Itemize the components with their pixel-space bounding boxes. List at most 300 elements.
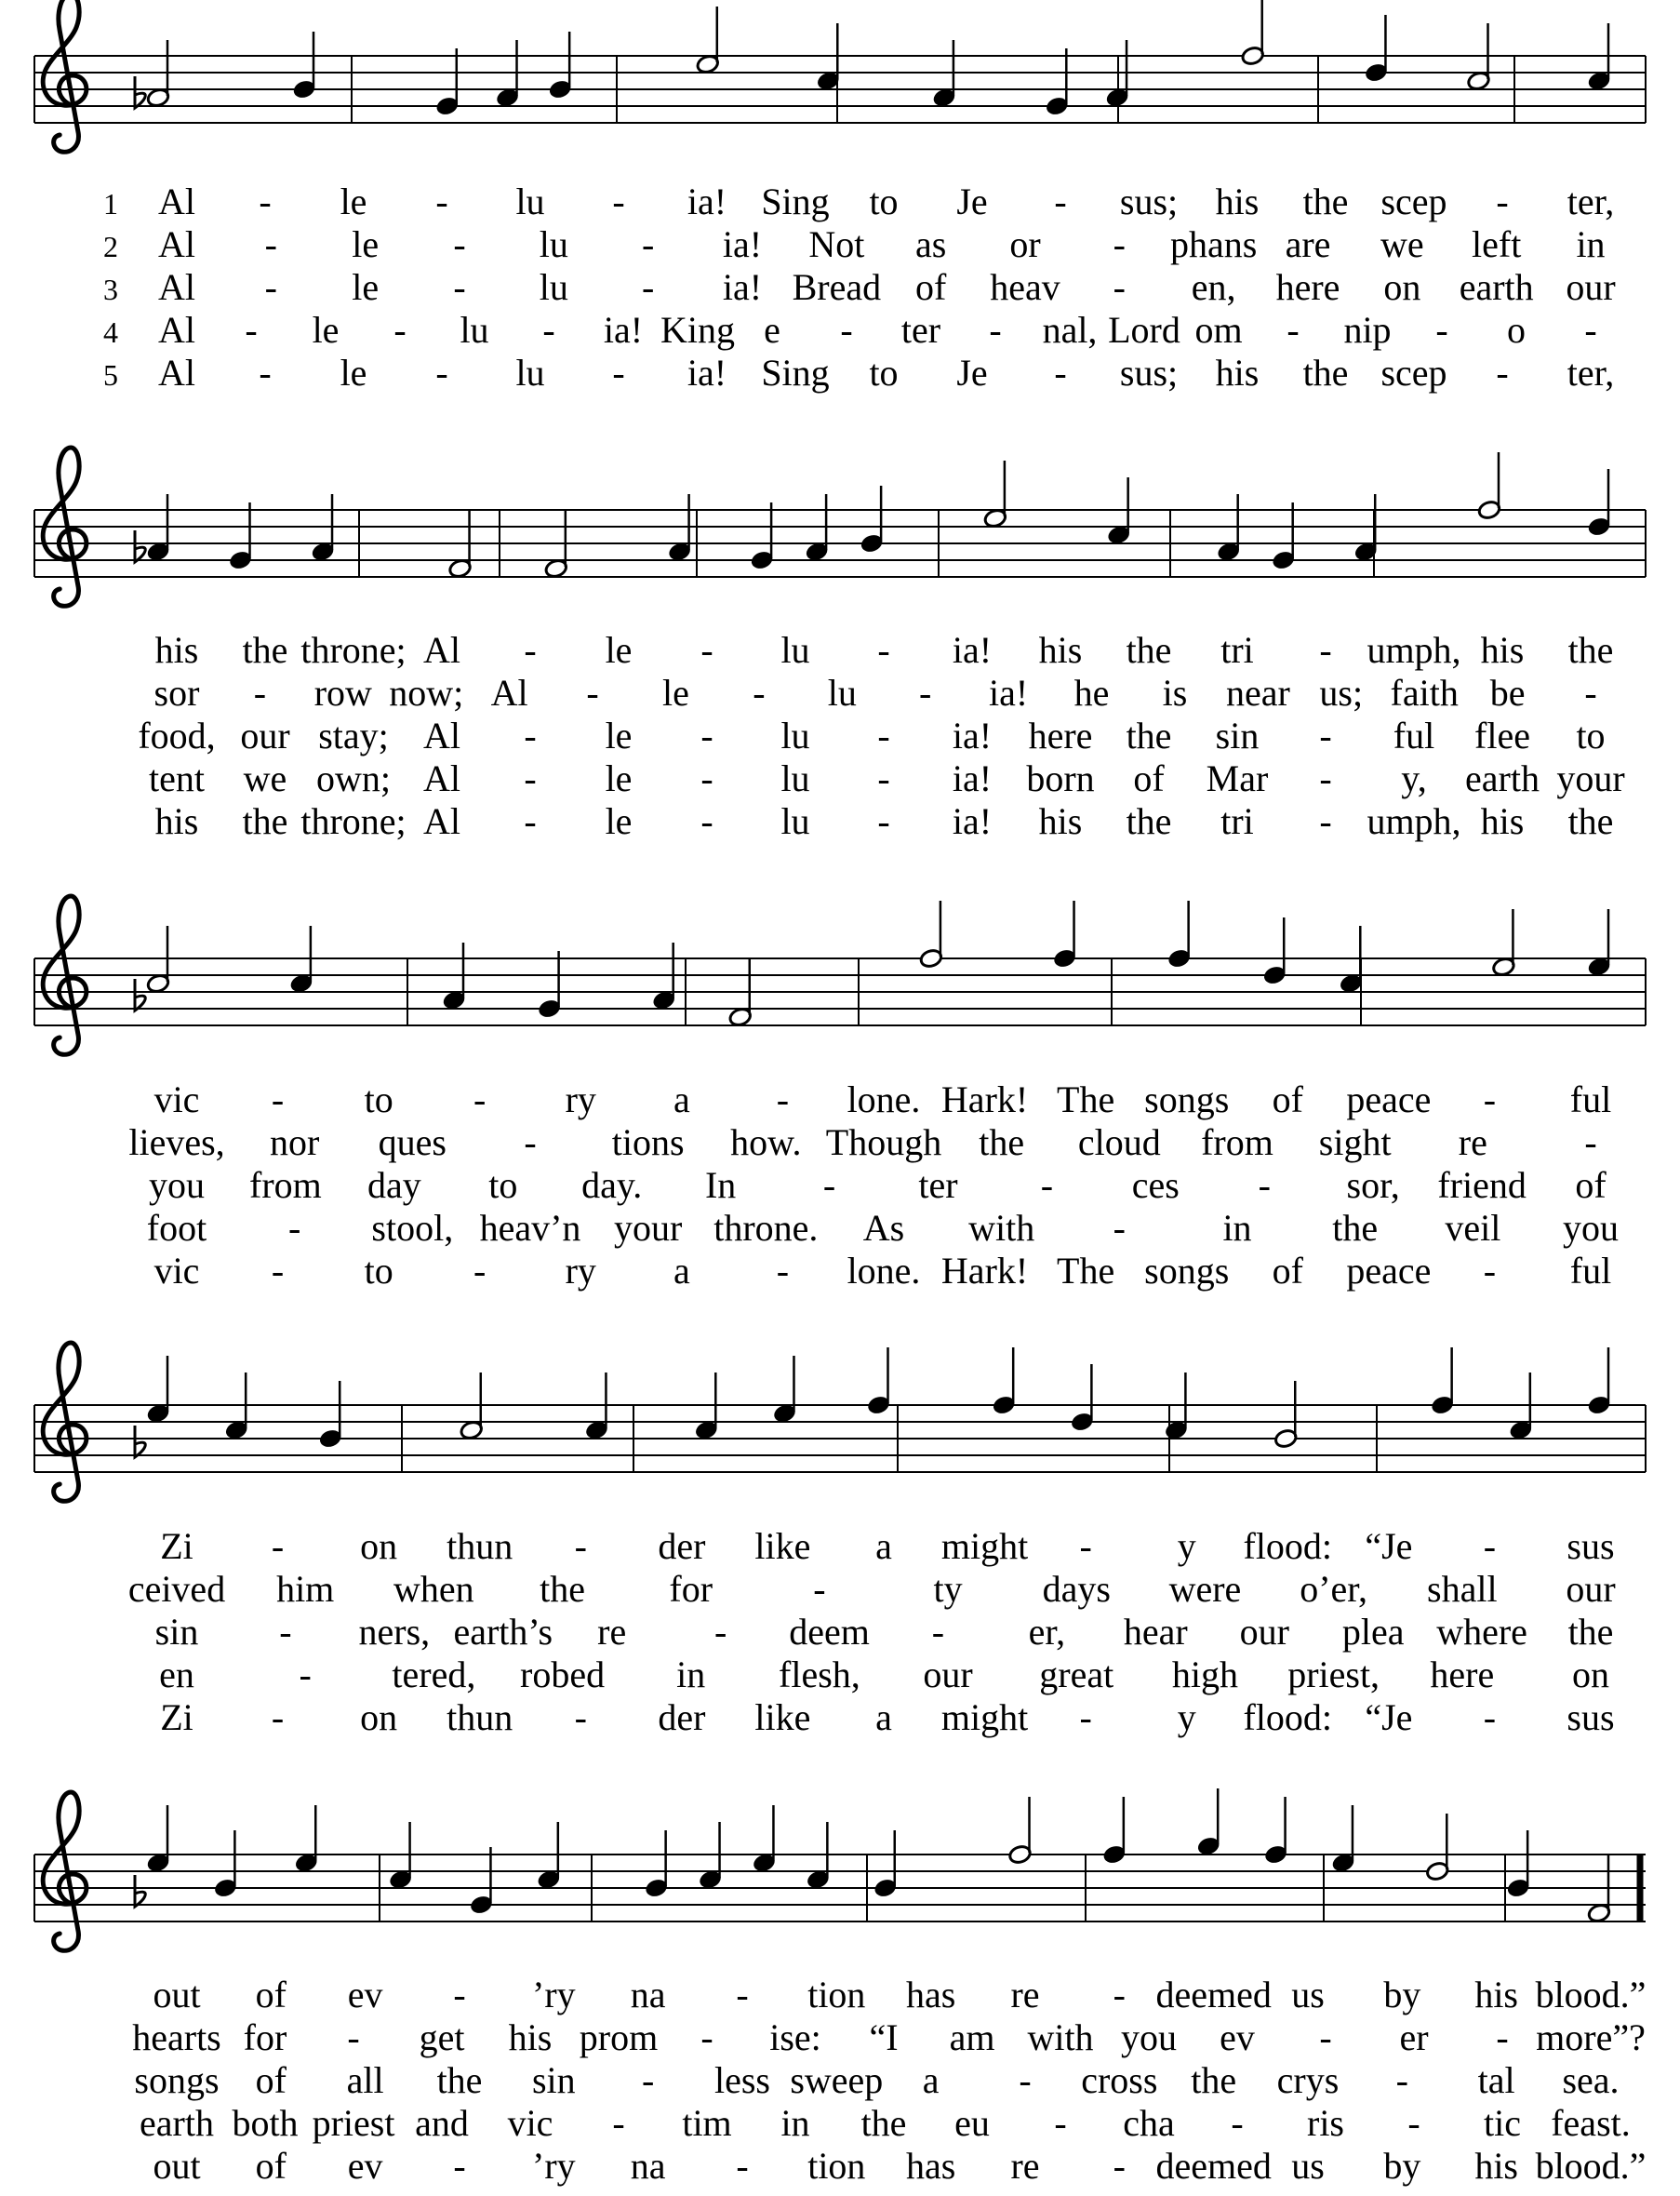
lyric-syllable: friend: [1437, 1164, 1527, 1206]
lyric-syllable: his: [1474, 1974, 1519, 2015]
lyric-syllable: of: [1272, 1250, 1303, 1292]
lyric-syllable: thun: [447, 1525, 513, 1567]
lyric-hyphen: -: [1319, 757, 1332, 799]
lyric-hyphen: -: [586, 672, 599, 714]
lyric-syllable: for: [669, 1568, 713, 1610]
lyric-syllable: sin: [531, 2059, 576, 2101]
system-5: [34, 1788, 1646, 2187]
lyric-syllable: ia!: [952, 629, 993, 671]
lyric-hyphen: -: [1113, 223, 1126, 265]
lyric-syllable: lone.: [847, 1078, 921, 1120]
lyric-syllable: Al: [158, 223, 195, 265]
lyric-syllable: Al: [423, 757, 460, 799]
lyric-syllable: left: [1472, 223, 1522, 265]
lyric-syllable: to: [364, 1078, 393, 1120]
lyric-hyphen: -: [877, 629, 890, 671]
lyric-syllable: ev: [1220, 2016, 1255, 2058]
lyric-syllable: vic: [153, 1078, 200, 1120]
lyric-syllable: us;: [1319, 672, 1364, 714]
lyric-syllable: tion: [807, 2145, 866, 2187]
lyric-hyphen: -: [1584, 309, 1597, 351]
lyric-syllable: on: [360, 1525, 398, 1567]
lyric-syllable: In: [704, 1164, 737, 1206]
lyric-syllable: in: [1576, 223, 1606, 265]
lyric-hyphen: -: [1258, 1164, 1271, 1206]
lyric-syllable: crys: [1276, 2059, 1340, 2101]
lyric-syllable: Zi: [160, 1525, 193, 1567]
lyric-syllable: his: [1038, 800, 1083, 842]
lyric-syllable: le: [340, 181, 367, 222]
lyric-hyphen: -: [264, 223, 277, 265]
lyric-syllable: out: [153, 2145, 201, 2187]
lyric-hyphen: -: [524, 715, 537, 757]
lyric-syllable: as: [915, 223, 947, 265]
lyric-hyphen: -: [299, 1654, 312, 1695]
lyric-syllable: the: [1567, 629, 1614, 671]
flat-sign-icon: [135, 1426, 145, 1457]
flat-sign-icon: [135, 1875, 145, 1907]
lyric-syllable: the: [1332, 1207, 1379, 1249]
system-2: [34, 448, 1646, 842]
lyric-syllable: ry: [565, 1078, 596, 1120]
lyric-syllable: Bread: [792, 266, 882, 308]
lyric-syllable: ceived: [127, 1568, 226, 1610]
lyric-syllable: sus: [1567, 1525, 1615, 1567]
lyric-hyphen: -: [1019, 2059, 1032, 2101]
lyric-syllable: blood.”: [1535, 1974, 1647, 2015]
lyric-syllable: ners,: [358, 1611, 431, 1653]
lyric-syllable: robed: [520, 1654, 606, 1695]
lyric-syllable: Mar: [1206, 757, 1269, 799]
lyric-syllable: ev: [347, 2145, 383, 2187]
lyric-hyphen: -: [524, 629, 537, 671]
lyric-syllable: the: [1126, 629, 1172, 671]
lyric-syllable: the: [1191, 2059, 1237, 2101]
lyric-syllable: might: [940, 1525, 1029, 1567]
lyric-hyphen: -: [1113, 2145, 1126, 2187]
lyric-syllable: his: [1474, 2145, 1519, 2187]
lyric-hyphen: -: [1054, 2102, 1067, 2144]
lyric-hyphen: -: [1496, 2016, 1509, 2058]
lyric-hyphen: -: [435, 352, 448, 394]
lyric-syllable: by: [1383, 1974, 1421, 2015]
lyric-syllable: tim: [682, 2102, 732, 2144]
lyric-syllable: ia!: [722, 266, 763, 308]
lyric-syllable: peace: [1346, 1078, 1432, 1120]
lyric-hyphen: -: [877, 757, 890, 799]
lyric-hyphen: -: [271, 1250, 285, 1292]
lyric-syllable: le: [340, 352, 367, 394]
lyric-syllable: lu: [780, 800, 810, 842]
lyric-syllable: “I: [869, 2016, 899, 2058]
lyric-syllable: lu: [539, 266, 568, 308]
lyric-syllable: am: [949, 2016, 995, 2058]
lyric-hyphen: -: [435, 181, 448, 222]
lyric-syllable: Al: [423, 629, 460, 671]
lyric-hyphen: -: [822, 1164, 836, 1206]
lyric-syllable: ia!: [952, 715, 993, 757]
lyric-hyphen: -: [1395, 2059, 1408, 2101]
lyric-syllable: y,: [1401, 757, 1427, 799]
lyric-syllable: le: [352, 223, 380, 265]
lyric-syllable: phans: [1170, 223, 1258, 265]
lyric-syllable: lu: [780, 757, 810, 799]
lyric-syllable: own;: [316, 757, 391, 799]
lyric-syllable: nor: [270, 1121, 320, 1163]
lyric-syllable: sea.: [1562, 2059, 1620, 2101]
lyric-syllable: Zi: [160, 1696, 193, 1738]
lyric-syllable: tion: [807, 1974, 866, 2015]
lyric-syllable: the: [242, 800, 288, 842]
lyric-syllable: sor,: [1346, 1164, 1400, 1206]
lyric-syllable: shall: [1427, 1568, 1498, 1610]
lyric-syllable: umph,: [1367, 800, 1461, 842]
lyric-syllable: day.: [581, 1164, 643, 1206]
lyric-syllable: tic: [1484, 2102, 1521, 2144]
lyric-hyphen: -: [259, 352, 272, 394]
lyric-syllable: us: [1291, 2145, 1325, 2187]
lyric-syllable: the: [1126, 800, 1172, 842]
lyric-hyphen: -: [1407, 2102, 1420, 2144]
lyric-syllable: get: [419, 2016, 465, 2058]
lyric-syllable: when: [393, 1568, 474, 1610]
lyric-hyphen: -: [1584, 672, 1597, 714]
verse-number: 2: [103, 230, 118, 263]
lyric-syllable: the: [1302, 352, 1349, 394]
lyric-syllable: his: [1215, 181, 1260, 222]
lyric-syllable: Sing: [761, 352, 830, 394]
lyric-hyphen: -: [1483, 1078, 1497, 1120]
lyric-syllable: cross: [1081, 2059, 1158, 2101]
lyric-syllable: how.: [730, 1121, 802, 1163]
lyric-syllable: deemed: [1155, 1974, 1272, 2015]
system-3: [34, 896, 1646, 1292]
lyric-syllable: throne.: [713, 1207, 819, 1249]
lyric-syllable: ’ry: [532, 1974, 576, 2015]
lyric-syllable: of: [1575, 1164, 1607, 1206]
lyric-syllable: has: [906, 1974, 956, 2015]
lyric-syllable: der: [658, 1696, 706, 1738]
lyric-hyphen: -: [1079, 1696, 1092, 1738]
lyric-syllable: e: [764, 309, 780, 351]
lyric-syllable: umph,: [1367, 629, 1461, 671]
lyric-hyphen: -: [524, 757, 537, 799]
lyric-syllable: heav’n: [479, 1207, 581, 1249]
lyric-hyphen: -: [736, 2145, 749, 2187]
lyric-hyphen: -: [453, 223, 466, 265]
lyric-syllable: na: [630, 1974, 666, 2015]
lyric-syllable: born: [1026, 757, 1095, 799]
lyric-syllable: ter: [918, 1164, 958, 1206]
lyric-hyphen: -: [271, 1696, 285, 1738]
verse-number: 4: [103, 315, 118, 349]
lyric-syllable: sin: [154, 1611, 199, 1653]
lyric-syllable: Sing: [761, 181, 830, 222]
lyric-syllable: Though: [825, 1121, 942, 1163]
lyric-syllable: le: [605, 715, 633, 757]
system-1: [34, 0, 1646, 394]
lyric-hyphen: -: [700, 757, 713, 799]
lyric-syllable: re: [1010, 1974, 1040, 2015]
lyric-syllable: ter: [900, 309, 941, 351]
lyric-syllable: a: [922, 2059, 940, 2101]
lyric-syllable: with: [968, 1207, 1035, 1249]
lyric-hyphen: -: [524, 1121, 537, 1163]
lyric-syllable: here: [1275, 266, 1340, 308]
lyric-syllable: the: [1302, 181, 1349, 222]
lyric-syllable: the: [540, 1568, 585, 1610]
lyric-syllable: like: [754, 1696, 811, 1738]
lyric-syllable: Al: [158, 309, 195, 351]
lyric-syllable: lu: [780, 629, 810, 671]
lyric-syllable: Al: [490, 672, 528, 714]
treble-clef-icon: [43, 0, 87, 152]
lyric-hyphen: -: [1483, 1525, 1497, 1567]
lyric-syllable: day: [367, 1164, 421, 1206]
lyric-hyphen: -: [877, 715, 890, 757]
lyric-hyphen: -: [776, 1250, 790, 1292]
lyric-syllable: from: [1201, 1121, 1273, 1163]
lyric-hyphen: -: [542, 309, 555, 351]
lyric-hyphen: -: [1113, 266, 1126, 308]
lyric-syllable: lu: [515, 352, 545, 394]
lyric-syllable: Al: [423, 800, 460, 842]
lyric-syllable: to: [488, 1164, 518, 1206]
lyric-syllable: “Je: [1365, 1696, 1413, 1738]
lyric-syllable: le: [662, 672, 689, 714]
lyric-syllable: ia!: [722, 223, 763, 265]
lyric-syllable: his: [1038, 629, 1083, 671]
lyric-hyphen: -: [700, 715, 713, 757]
lyric-syllable: flee: [1474, 715, 1530, 757]
lyric-syllable: here: [1028, 715, 1093, 757]
lyric-syllable: his: [508, 2016, 553, 2058]
lyric-syllable: der: [658, 1525, 706, 1567]
lyric-syllable: a: [673, 1250, 690, 1292]
lyric-hyphen: -: [574, 1696, 587, 1738]
lyric-syllable: the: [860, 2102, 907, 2144]
lyric-syllable: be: [1489, 672, 1526, 714]
lyric-syllable: the: [1567, 1611, 1614, 1653]
lyric-syllable: hearts: [132, 2016, 221, 2058]
lyric-syllable: ques: [378, 1121, 447, 1163]
lyric-hyphen: -: [1231, 2102, 1244, 2144]
lyric-hyphen: -: [877, 800, 890, 842]
lyric-syllable: our: [1239, 1611, 1289, 1653]
flat-sign-icon: [135, 979, 145, 1011]
lyric-syllable: er,: [1028, 1611, 1066, 1653]
lyric-syllable: lu: [515, 181, 545, 222]
lyric-hyphen: -: [264, 266, 277, 308]
lyric-syllable: eu: [954, 2102, 990, 2144]
lyric-syllable: earth: [1465, 757, 1540, 799]
lyric-syllable: lu: [827, 672, 857, 714]
lyric-syllable: the: [979, 1121, 1025, 1163]
lyric-syllable: sweep: [790, 2059, 884, 2101]
lyric-hyphen: -: [919, 672, 932, 714]
lyric-hyphen: -: [736, 1974, 749, 2015]
lyric-syllable: throne;: [300, 629, 407, 671]
lyric-hyphen: -: [271, 1078, 285, 1120]
lyric-syllable: faith: [1390, 672, 1459, 714]
lyric-syllable: like: [754, 1525, 811, 1567]
lyric-syllable: nip: [1343, 309, 1392, 351]
lyric-syllable: deemed: [1155, 2145, 1272, 2187]
lyric-syllable: for: [243, 2016, 287, 2058]
lyric-syllable: out: [153, 1974, 201, 2015]
lyric-syllable: high: [1171, 1654, 1239, 1695]
lyric-syllable: le: [312, 309, 340, 351]
lyric-syllable: to: [1576, 715, 1606, 757]
lyric-syllable: le: [605, 629, 633, 671]
lyric-syllable: ise:: [769, 2016, 821, 2058]
lyric-hyphen: -: [1287, 309, 1300, 351]
lyric-hyphen: -: [245, 309, 258, 351]
lyric-syllable: tri: [1220, 800, 1254, 842]
lyric-syllable: might: [940, 1696, 1029, 1738]
lyric-hyphen: -: [700, 629, 713, 671]
lyric-hyphen: -: [1113, 1974, 1126, 2015]
lyric-syllable: re: [1010, 2145, 1040, 2187]
lyric-syllable: we: [1380, 223, 1424, 265]
lyric-hyphen: -: [1496, 352, 1509, 394]
lyric-syllable: he: [1073, 672, 1110, 714]
lyric-syllable: en: [159, 1654, 194, 1695]
lyric-hyphen: -: [259, 181, 272, 222]
lyric-hyphen: -: [1483, 1696, 1497, 1738]
lyric-syllable: you: [1563, 1207, 1619, 1249]
lyric-syllable: a: [673, 1078, 690, 1120]
lyric-hyphen: -: [473, 1078, 487, 1120]
lyric-hyphen: -: [271, 1525, 285, 1567]
lyric-hyphen: -: [642, 2059, 655, 2101]
lyric-syllable: lieves,: [128, 1121, 225, 1163]
lyric-hyphen: -: [813, 1568, 826, 1610]
lyric-syllable: less: [714, 2059, 770, 2101]
lyric-syllable: a: [875, 1525, 892, 1567]
lyric-hyphen: -: [393, 309, 407, 351]
lyric-syllable: are: [1285, 223, 1331, 265]
lyric-syllable: all: [346, 2059, 384, 2101]
lyric-syllable: on: [360, 1696, 398, 1738]
lyric-syllable: more”?: [1536, 2016, 1646, 2058]
lyric-syllable: songs: [1144, 1078, 1230, 1120]
lyric-hyphen: -: [1054, 352, 1067, 394]
lyric-syllable: our: [1566, 1568, 1616, 1610]
lyric-syllable: sor: [153, 672, 200, 714]
lyric-syllable: Lord: [1108, 309, 1180, 351]
lyric-syllable: As: [862, 1207, 905, 1249]
lyric-syllable: foot: [146, 1207, 207, 1249]
lyric-syllable: earth: [1459, 266, 1534, 308]
lyric-syllable: King: [660, 309, 735, 351]
lyric-syllable: ty: [933, 1568, 963, 1610]
lyric-syllable: scep: [1380, 352, 1447, 394]
lyric-syllable: has: [906, 2145, 956, 2187]
lyric-syllable: your: [614, 1207, 683, 1249]
lyric-syllable: ia!: [989, 672, 1029, 714]
lyric-syllable: you: [1121, 2016, 1177, 2058]
lyric-syllable: lone.: [847, 1250, 921, 1292]
lyric-syllable: the: [436, 2059, 483, 2101]
lyric-syllable: in: [780, 2102, 810, 2144]
lyric-syllable: ris: [1307, 2102, 1344, 2144]
lyric-syllable: ful: [1569, 1078, 1612, 1120]
lyric-syllable: le: [605, 800, 633, 842]
lyric-syllable: lu: [539, 223, 568, 265]
lyric-syllable: flood:: [1243, 1525, 1333, 1567]
lyric-syllable: ia!: [952, 800, 993, 842]
lyric-syllable: him: [276, 1568, 335, 1610]
lyric-syllable: to: [364, 1250, 393, 1292]
lyric-syllable: ev: [347, 1974, 383, 2015]
lyric-syllable: of: [1133, 757, 1165, 799]
lyric-syllable: ter,: [1567, 181, 1615, 222]
lyric-syllable: en,: [1191, 266, 1236, 308]
lyric-hyphen: -: [1496, 181, 1509, 222]
lyric-hyphen: -: [1319, 800, 1332, 842]
lyric-hyphen: -: [931, 1611, 945, 1653]
lyric-syllable: Al: [158, 181, 195, 222]
lyric-syllable: y: [1177, 1696, 1196, 1738]
lyric-syllable: both: [232, 2102, 299, 2144]
lyric-syllable: heav: [990, 266, 1060, 308]
lyric-syllable: lu: [460, 309, 489, 351]
lyric-syllable: his: [154, 629, 199, 671]
lyric-syllable: your: [1556, 757, 1625, 799]
lyric-syllable: our: [240, 715, 290, 757]
lyric-syllable: o’er,: [1300, 1568, 1368, 1610]
lyric-syllable: great: [1039, 1654, 1114, 1695]
lyric-hyphen: -: [612, 181, 625, 222]
lyric-syllable: scep: [1380, 181, 1447, 222]
lyric-syllable: songs: [1144, 1250, 1230, 1292]
lyric-hyphen: -: [1079, 1525, 1092, 1567]
lyric-hyphen: -: [1584, 1121, 1597, 1163]
lyric-syllable: here: [1430, 1654, 1495, 1695]
lyric-syllable: om: [1194, 309, 1243, 351]
lyric-syllable: sus;: [1119, 352, 1179, 394]
lyric-syllable: his: [154, 800, 199, 842]
lyric-syllable: songs: [134, 2059, 220, 2101]
lyric-syllable: ry: [565, 1250, 596, 1292]
lyric-syllable: cha: [1123, 2102, 1175, 2144]
lyric-syllable: thun: [447, 1696, 513, 1738]
lyric-syllable: veil: [1445, 1207, 1501, 1249]
lyric-hyphen: -: [713, 1611, 727, 1653]
lyric-syllable: on: [1572, 1654, 1609, 1695]
lyric-syllable: Al: [423, 715, 460, 757]
lyric-syllable: earth: [140, 2102, 214, 2144]
lyric-syllable: earth’s: [453, 1611, 553, 1653]
lyric-hyphen: -: [989, 309, 1002, 351]
verse-number: 5: [103, 358, 118, 392]
lyric-hyphen: -: [1319, 2016, 1332, 2058]
lyric-syllable: tri: [1220, 629, 1254, 671]
lyric-syllable: and: [415, 2102, 469, 2144]
lyric-syllable: tered,: [392, 1654, 476, 1695]
lyric-syllable: cloud: [1077, 1121, 1161, 1163]
lyric-syllable: with: [1027, 2016, 1094, 2058]
lyric-hyphen: -: [612, 2102, 625, 2144]
lyric-syllable: to: [869, 352, 899, 394]
lyric-syllable: ia!: [687, 181, 727, 222]
lyric-syllable: sin: [1215, 715, 1260, 757]
lyric-hyphen: -: [1113, 1207, 1126, 1249]
lyric-hyphen: -: [642, 223, 655, 265]
lyric-syllable: row: [313, 672, 372, 714]
lyric-syllable: us: [1291, 1974, 1325, 2015]
